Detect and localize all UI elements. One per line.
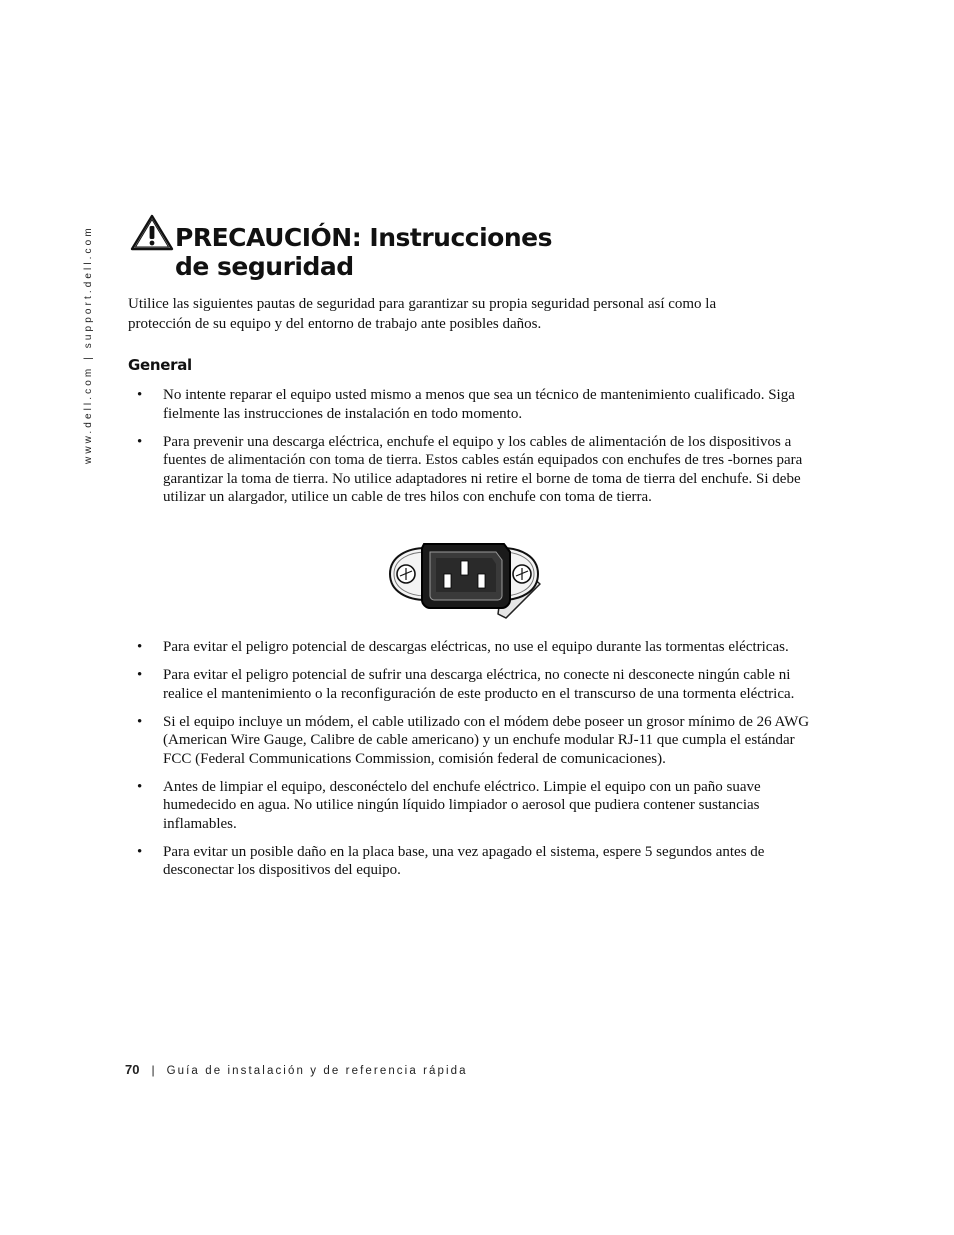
- page-number: 70: [125, 1062, 140, 1077]
- list-item: [128, 666, 818, 703]
- list-item: [128, 843, 818, 880]
- section-heading: General: [128, 356, 192, 374]
- list-item-text: Para evitar el peligro potencial de descargas eléctricas, no use el equipo durante las tormentas eléctricas.: [163, 639, 789, 655]
- list-item: [128, 386, 818, 423]
- list-item-text: Para evitar el peligro potencial de sufrir una descarga eléctrica, no conecte ni desconecte ningún cable ni realice el mantenimiento o la reconfiguración de este producto en el transcurso de una tormenta eléctrica.: [163, 667, 795, 702]
- side-url-text: www.dell.com | support.dell.com: [83, 225, 94, 464]
- bullet-glyph: •: [137, 778, 143, 795]
- list-item-text: Para prevenir una descarga eléctrica, enchufe el equipo y los cables de alimentación de los dispositivos a fuentes de alimentación con toma de tierra. Estos cables están equipados con enchufes de tres -bornes para garantizar la toma de tierra. No utilice adaptadores ni retire el borne de toma de tierra del enchufe. Si debe utilizar un alargador, utilice un cable de tres hilos con enchufe con toma de tierra.: [163, 433, 803, 505]
- list-item: [128, 778, 818, 834]
- list-item-text: Si el equipo incluye un módem, el cable utilizado con el módem debe poseer un grosor mínimo de 26 AWG (American Wire Gauge, Calibre de cable americano) y un enchufe modular RJ-11 que cumpla el estándar FCC (Federal Communications Commission, comisión federal de comunicaciones).: [163, 713, 810, 767]
- list-item: [128, 713, 818, 769]
- list-item: [128, 433, 818, 507]
- footer-separator: |: [151, 1063, 155, 1077]
- warning-icon: [130, 214, 174, 252]
- bullet-glyph: •: [137, 639, 143, 655]
- list-item: [128, 638, 818, 657]
- bullet-list-bottom: [128, 638, 818, 889]
- title-line-2: de seguridad: [175, 252, 354, 281]
- list-item-text: No intente reparar el equipo usted mismo a menos que sea un técnico de mantenimiento cualificado. Siga fielmente las instrucciones de instalación en todo momento.: [163, 387, 795, 422]
- list-item-text: Para evitar un posible daño en la placa base, una vez apagado el sistema, espere 5 segundos antes de desconectar los dispositivos del equipo.: [163, 843, 765, 878]
- intro-paragraph: Utilice las siguientes pautas de seguridad para garantizar su propia seguridad personal así como la protección de su equipo y del entorno de trabajo ante posibles daños.: [128, 296, 717, 332]
- bullet-glyph: •: [137, 667, 143, 683]
- bullet-glyph: •: [137, 713, 143, 730]
- footer-title: Guía de instalación y de referencia rápida: [166, 1065, 468, 1077]
- side-url: [83, 224, 99, 464]
- bullet-glyph: •: [137, 843, 143, 860]
- list-item-text: Antes de limpiar el equipo, desconéctelo del enchufe eléctrico. Limpie el equipo con un paño suave humedecido en agua. No utilice ningún líquido limpiador o aerosol que pudiera contener sustancias inflamables.: [163, 778, 761, 832]
- bullet-list-top: [128, 386, 818, 516]
- bullet-glyph: •: [137, 387, 143, 403]
- page-footer: [125, 1062, 468, 1077]
- bullet-glyph: •: [137, 433, 143, 450]
- title-line-1: PRECAUCIÓN: Instrucciones: [175, 223, 552, 252]
- page-title: [175, 223, 552, 281]
- grounded-power-connector-illustration: [386, 534, 542, 620]
